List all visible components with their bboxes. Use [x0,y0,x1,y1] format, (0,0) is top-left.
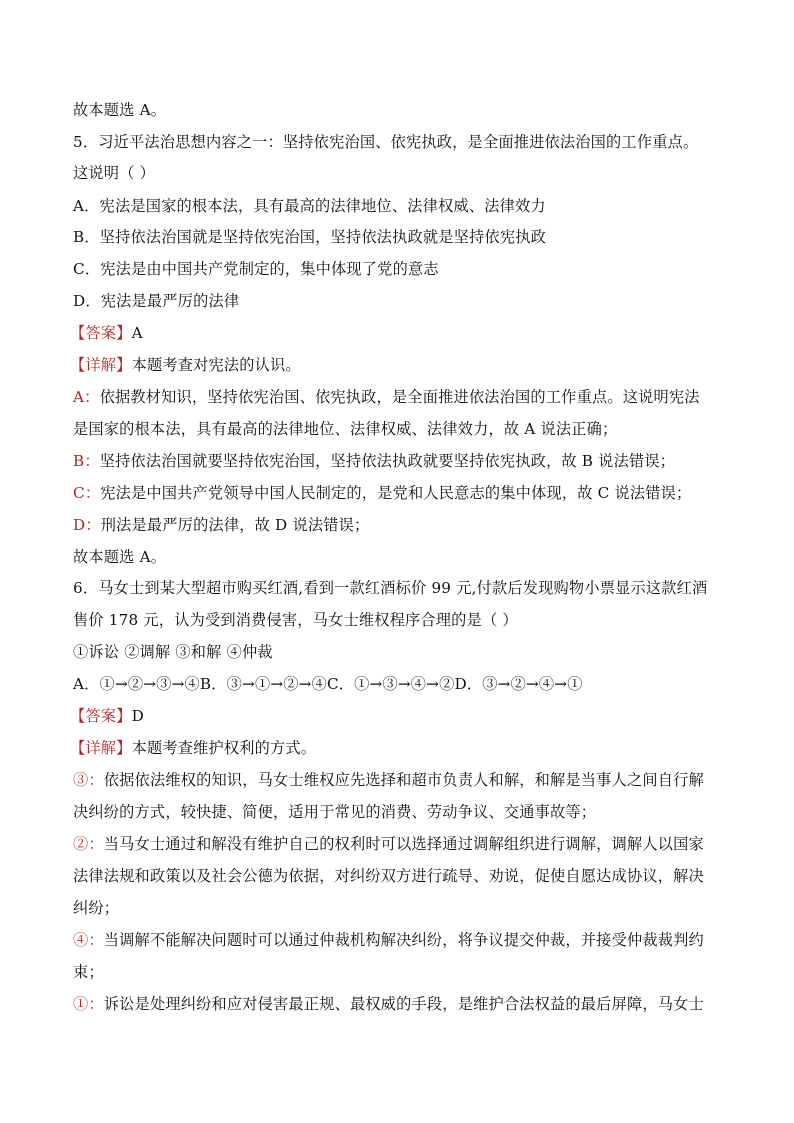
q5-stem-line-1: 5．习近平法治思想内容之一：坚持依宪治国、依宪执政，是全面推进依法治国的工作重点。 [73,133,699,151]
q5-analysis-c [73,483,733,503]
analysis-text: 依据依法维权的知识，马女士维权应先选择和超市负责人和解，和解是当事人之间自行解 [103,771,704,789]
q5-analysis-b [73,451,733,471]
q6-analysis-1-line-1 [73,994,733,1014]
answer-value: D [131,707,144,725]
analysis-text: 当调解不能解决问题时可以通过仲裁机构解决纠纷，将争议提交仲裁，并接受仲裁裁判约 [103,931,704,949]
detail-label: 【详解】 [70,356,132,374]
analysis-text: 依据教材知识，坚持依宪治国、依宪执政，是全面推进依法治国的工作重点。这说明宪法 [99,388,700,406]
q6-items: ①诉讼 ②调解 ③和解 ④仲裁 [73,643,273,661]
q5-option-b: B．坚持依法治国就是坚持依宪治国，坚持依法执政就是坚持依宪执政 [73,228,546,246]
q6-detail [70,738,730,758]
detail-text: 本题考查对宪法的认识。 [131,356,301,374]
analysis-text: 坚持依法治国就要坚持依宪治国，坚持依法执政就要坚持依宪执政，故 B 说法错误； [99,452,676,470]
analysis-key-c: C： [73,484,101,502]
answer-value: A [131,324,143,342]
q5-conclusion: 故本题选 A。 [73,548,167,566]
analysis-text: 当马女士通过和解没有维护自己的权利时可以选择通过调解组织进行调解，调解人以国家 [103,835,704,853]
answer-label: 【答案】 [70,707,132,725]
analysis-text: 诉讼是处理纠纷和应对侵害最正规、最权威的手段，是维护合法权益的最后屏障，马女士 [103,995,704,1013]
analysis-key-4: ④： [73,931,104,949]
analysis-key-3: ③： [73,771,104,789]
q5-option-a: A．宪法是国家的根本法，具有最高的法律地位、法律权威、法律效力 [73,197,546,215]
answer-label: 【答案】 [70,324,132,342]
q6-analysis-4-line-2: 束； [73,963,104,981]
q6-analysis-4-line-1 [73,930,733,950]
q5-analysis-a-line-1 [73,387,733,407]
q5-analysis-d [73,515,733,535]
q6-analysis-2-line-3: 纠纷； [73,899,120,917]
q4-conclusion: 故本题选 A。 [73,101,167,119]
analysis-text: 宪法是中国共产党领导中国人民制定的，是党和人民意志的集中体现，故 C 说法错误； [100,484,692,502]
q5-stem-line-2: 这说明（ ） [73,164,155,182]
q5-answer [70,323,730,343]
q6-analysis-3-line-2: 决纠纷的方式，较快捷、简便，适用于常见的消费、劳动争议、交通事故等； [73,803,597,821]
analysis-key-1: ①： [73,995,104,1013]
q6-options: A．①→②→③→④B．③→①→②→④C．①→③→④→②D．③→②→④→① [73,675,583,693]
detail-text: 本题考查维护权利的方式。 [131,739,317,757]
q6-stem-line-1: 6．马女士到某大型超市购买红酒,看到一款红酒标价 99 元,付款后发现购物小票显示这款红酒 [73,579,708,597]
q5-detail [70,355,730,375]
analysis-key-2: ②： [73,835,104,853]
q5-option-d: D．宪法是最严厉的法律 [73,292,240,310]
q6-stem-line-2: 售价 178 元，认为受到消费侵害，马女士维权程序合理的是（ ） [73,611,518,629]
analysis-key-d: D： [73,516,101,534]
detail-label: 【详解】 [70,739,132,757]
q6-answer [70,706,730,726]
analysis-key-b: B： [73,452,100,470]
q5-analysis-a-line-2: 是国家的根本法，具有最高的法律地位、法律权威、法律效力，故 A 说法正确； [73,420,618,438]
q5-option-c: C．宪法是由中国共产党制定的，集中体现了党的意志 [73,260,439,278]
analysis-text: 刑法是最严厉的法律，故 D 说法错误； [100,516,370,534]
q6-analysis-2-line-1 [73,834,733,854]
analysis-key-a: A： [73,388,100,406]
q6-analysis-2-line-2: 法律法规和政策以及社会公德为依据，对纠纷双方进行疏导、劝说，促使自愿达成协议，解决 [73,867,704,885]
q6-analysis-3-line-1 [73,770,733,790]
